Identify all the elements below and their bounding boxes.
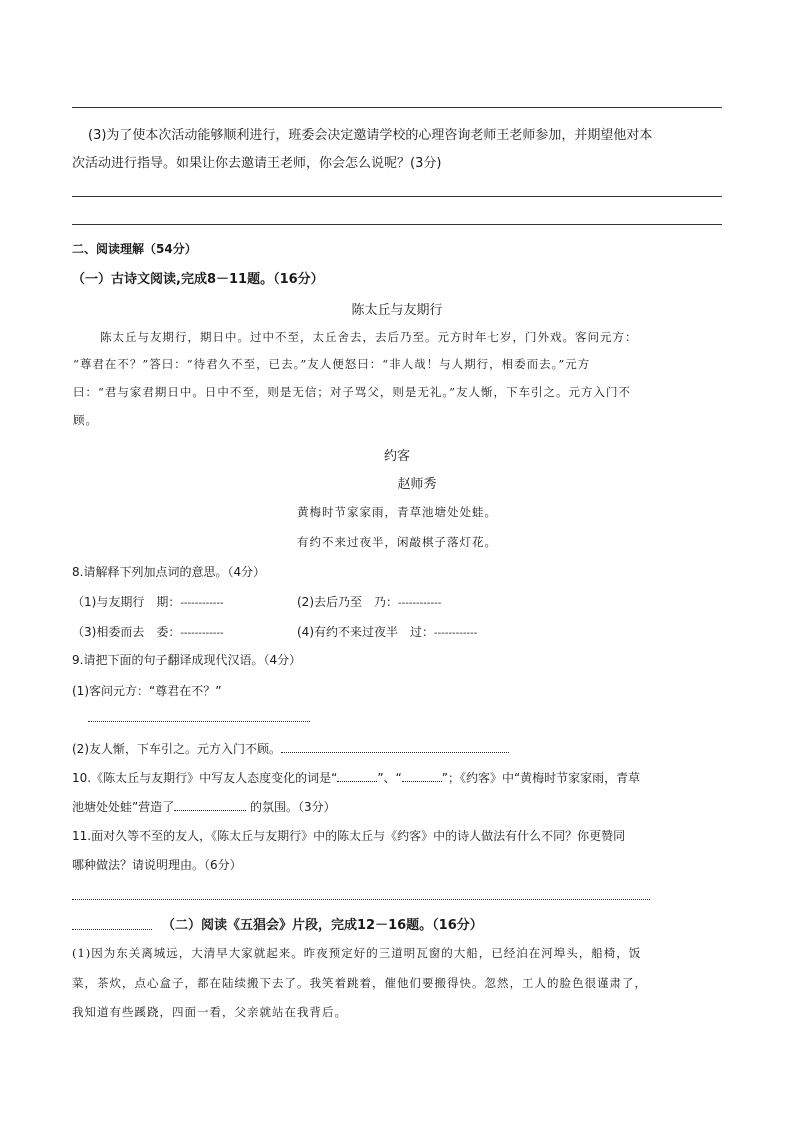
q8-item-text: (2)去后乃至 乃： xyxy=(297,595,398,609)
poem-line: 有约不来过夜半，闲敲棋子落灯花。 xyxy=(297,535,497,549)
q10-text: ”；《约客》中“黄梅时节家家雨，青草 xyxy=(441,771,641,785)
question-9-item-2 xyxy=(72,740,509,757)
q8-item-text: （1)与友期行 期： xyxy=(72,595,181,609)
part1-heading: （一）古诗文阅读,完成8－11题。（16分） xyxy=(72,272,324,287)
question-9-prompt: 9.请把下面的句子翻译成现代汉语。（4分） xyxy=(72,653,302,667)
passage-line: 我知道有些蹊跷，四面一看，父亲就站在我背后。 xyxy=(72,1005,347,1019)
passage-line: 菜，茶炊，点心盒子，都在陆续搬下去了。我笑着跳着，催他们要搬得快。忽然，工人的脸色很谨肃了， xyxy=(72,976,647,990)
question-11-line1: 11.面对久等不至的友人，《陈太丘与友期行》中的陈太丘与《约客》中的诗人做法有什么不同？你更赞同 xyxy=(72,829,626,843)
answer-blank xyxy=(174,810,246,811)
question-8-prompt: 8.请解释下列加点词的意思。（4分） xyxy=(72,565,266,579)
text2-title: 约客 xyxy=(383,449,410,464)
question-7-3-line2: 次活动进行指导。如果让你去邀请王老师，你会怎么说呢？(3分) xyxy=(72,156,442,171)
blank: ------------ xyxy=(398,598,442,609)
answer-blank xyxy=(72,929,152,930)
answer-line xyxy=(72,224,722,225)
q10-text: 池塘处处蛙”营造了 xyxy=(72,800,175,814)
q10-text: 的氛围。（3分） xyxy=(246,800,336,814)
question-7-3-line1: (3)为了使本次活动能够顺利进行，班委会决定邀请学校的心理咨询老师王老师参加，并期望他对本 xyxy=(88,128,653,143)
answer-blank xyxy=(337,781,377,782)
question-10-line1 xyxy=(72,769,640,786)
q10-text: ”、“ xyxy=(377,771,402,785)
answer-line xyxy=(72,196,722,197)
q8-item-1 xyxy=(72,593,224,610)
q10-text: 10.《陈太丘与友期行》中写友人态度变化的词是“ xyxy=(72,771,338,785)
blank: ------------ xyxy=(434,628,478,639)
answer-line xyxy=(72,107,722,108)
q9-item-2-text: (2)友人惭，下车引之。元方入门不顾。 xyxy=(72,742,281,756)
question-9-item-1: (1)客问元方：“尊君在不？” xyxy=(72,684,222,698)
answer-blank xyxy=(281,752,509,753)
text1-line: “尊君在不？”答曰：“待君久不至，已去。”友人便怒曰：“非人哉！与人期行，相委而去。”元方 xyxy=(73,357,591,371)
question-11-line2: 哪种做法？请说明理由。（6分） xyxy=(72,858,242,872)
q8-item-2 xyxy=(297,593,441,610)
q8-item-text: （3)相委而去 委： xyxy=(72,625,181,639)
part2-heading: （二）阅读《五猖会》片段，完成12－16题。（16分） xyxy=(162,918,483,933)
q8-item-text: (4)有约不来过夜半 过： xyxy=(297,625,434,639)
answer-blank xyxy=(88,721,310,722)
answer-blank xyxy=(72,899,650,900)
text1-line: 顾。 xyxy=(73,413,98,427)
text1-line: 陈太丘与友期行，期日中。过中不至，太丘舍去，去后乃至。元方时年七岁，门外戏。客问元方： xyxy=(100,330,638,344)
q8-item-4 xyxy=(297,623,477,640)
blank: ------------ xyxy=(180,628,224,639)
question-10-line2 xyxy=(72,798,336,815)
text1-line: 曰：“君与家君期日中。日中不至，则是无信；对子骂父，则是无礼。”友人惭，下车引之。元方入门不 xyxy=(73,385,632,399)
text1-title: 陈太丘与友期行 xyxy=(351,303,443,318)
poem-line: 黄梅时节家家雨，青草池塘处处蛙。 xyxy=(297,505,497,519)
blank: ------------ xyxy=(180,598,224,609)
q8-item-3 xyxy=(72,623,224,640)
section-heading: 二、阅读理解（54分） xyxy=(72,242,197,256)
text2-author: 赵师秀 xyxy=(397,477,437,492)
answer-blank xyxy=(402,781,442,782)
passage-line: (1)因为东关离城远，大清早大家就起来。昨夜预定好的三道明瓦窗的大船，已经泊在河埠头，船椅，饭 xyxy=(72,946,642,960)
